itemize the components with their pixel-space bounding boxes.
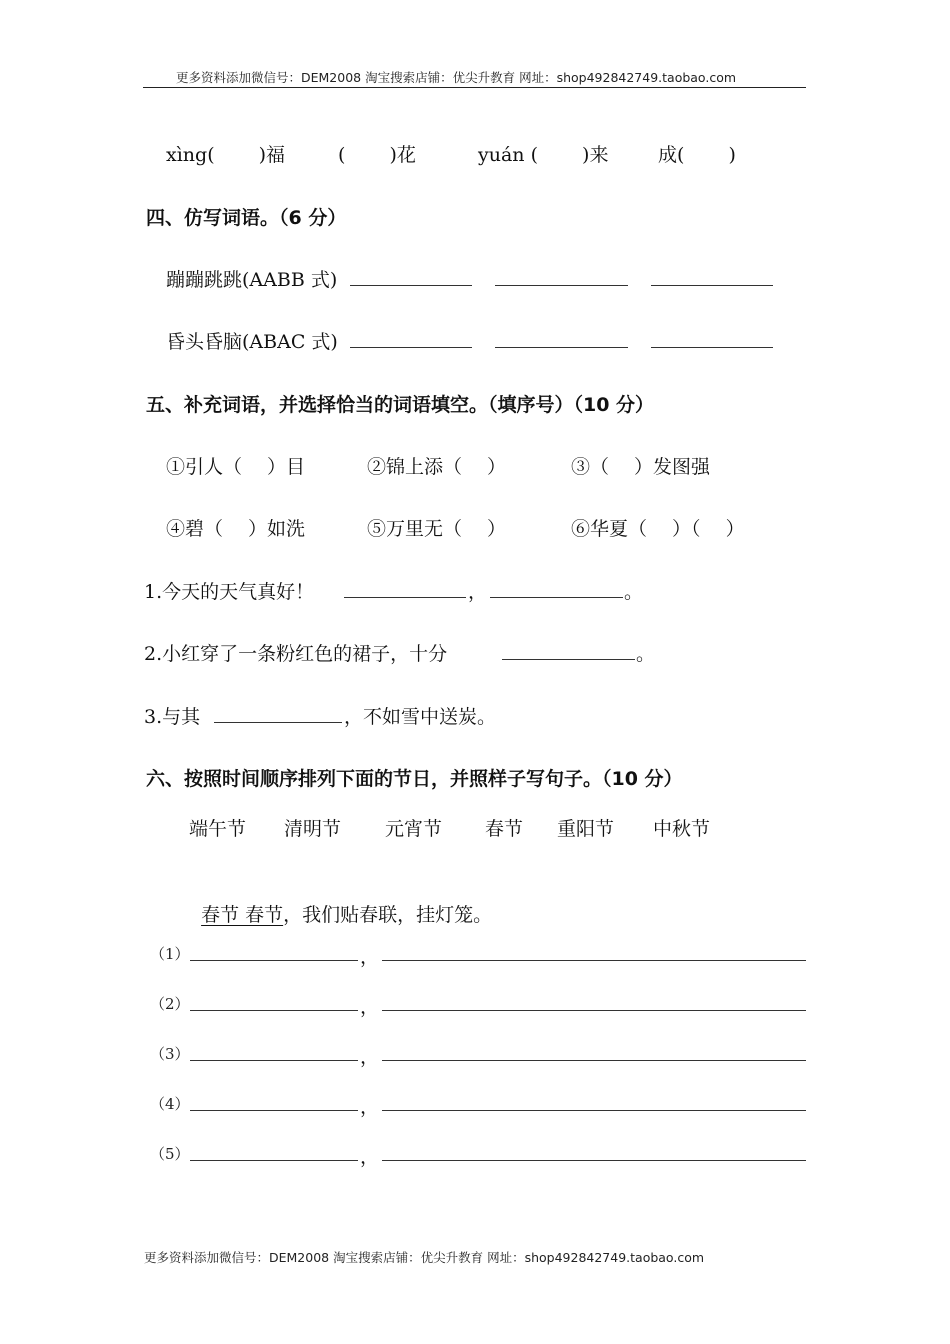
answer-blank[interactable] [350,347,472,348]
section4-row2-label: 昏头昏脑(ABAC 式) [166,331,338,353]
question-3-end: ，不如雪中送炭。 [344,706,497,728]
word-item: ②锦上添（ ） [367,456,507,478]
answer-blank[interactable] [190,1060,358,1061]
festival: 清明节 [284,818,342,840]
section6-title: 六、按照时间顺序排列下面的节日，并照样子写句子。（10 分） [146,768,683,790]
festival: 中秋节 [653,818,711,840]
section4-title: 四、仿写词语。（6 分） [146,207,347,229]
answer-comma: ， [360,1096,380,1118]
answer-comma: ， [360,1146,380,1168]
answer-comma: ， [360,1046,380,1068]
answer-blank[interactable] [651,347,773,348]
festival: 春节 [485,818,524,840]
pinyin-item-2: ( )花 [338,144,416,166]
question-2-start: 2.小红穿了一条粉红色的裙子，十分 [144,643,448,665]
answer-blank[interactable] [382,1160,806,1161]
answer-label: （4） [150,1095,190,1113]
answer-blank[interactable] [651,285,773,286]
festival: 元宵节 [385,818,443,840]
section5-title: 五、补充词语，并选择恰当的词语填空。（填序号）（10 分） [146,394,655,416]
answer-label: （5） [150,1145,190,1163]
answer-blank[interactable] [490,597,623,598]
pinyin-item-3: yuán ( )来 [478,144,609,166]
answer-label: （3） [150,1045,190,1063]
example-rest: ，我们贴春联，挂灯笼。 [283,904,493,926]
header-divider [143,87,806,88]
footer-text: 更多资料添加微信号：DEM2008 淘宝搜索店铺：优尖升教育 网址：shop492842749.taobao.com [144,1250,705,1265]
header-text: 更多资料添加微信号：DEM2008 淘宝搜索店铺：优尖升教育 网址：shop492842749.taobao.com [176,70,737,85]
answer-blank[interactable] [382,1110,806,1111]
answer-blank[interactable] [190,960,358,961]
answer-blank[interactable] [190,1160,358,1161]
answer-label: （1） [150,945,190,963]
word-item: ⑤万里无（ ） [367,518,507,540]
answer-blank[interactable] [214,722,342,723]
question-2-end: 。 [636,643,656,665]
answer-blank[interactable] [382,1010,806,1011]
pinyin-item-1: xìng( )福 [166,144,286,166]
answer-blank[interactable] [190,1110,358,1111]
section4-row1-label: 蹦蹦跳跳(AABB 式) [166,269,338,291]
answer-blank[interactable] [495,285,628,286]
question-3-start: 3.与其 [144,706,201,728]
answer-blank[interactable] [495,347,628,348]
answer-blank[interactable] [502,659,635,660]
example-underlined: 春节 春节 [201,904,284,926]
answer-comma: ， [360,946,380,968]
word-item: ③（ ）发图强 [571,456,711,478]
word-item: ⑥华夏（ ）（ ） [571,518,745,540]
answer-blank[interactable] [382,1060,806,1061]
question-1-start: 1.今天的天气真好！ [144,581,315,603]
answer-comma: ， [360,996,380,1018]
answer-blank[interactable] [350,285,472,286]
festival: 重阳节 [557,818,615,840]
question-1-end: 。 [624,581,644,603]
festival: 端午节 [189,818,247,840]
pinyin-item-4: 成( ) [658,144,736,166]
word-item: ④碧（ ）如洗 [166,518,306,540]
answer-label: （2） [150,995,190,1013]
word-item: ①引人（ ）目 [166,456,306,478]
answer-blank[interactable] [344,597,466,598]
answer-blank[interactable] [190,1010,358,1011]
question-1-comma: ， [468,581,488,603]
answer-blank[interactable] [382,960,806,961]
